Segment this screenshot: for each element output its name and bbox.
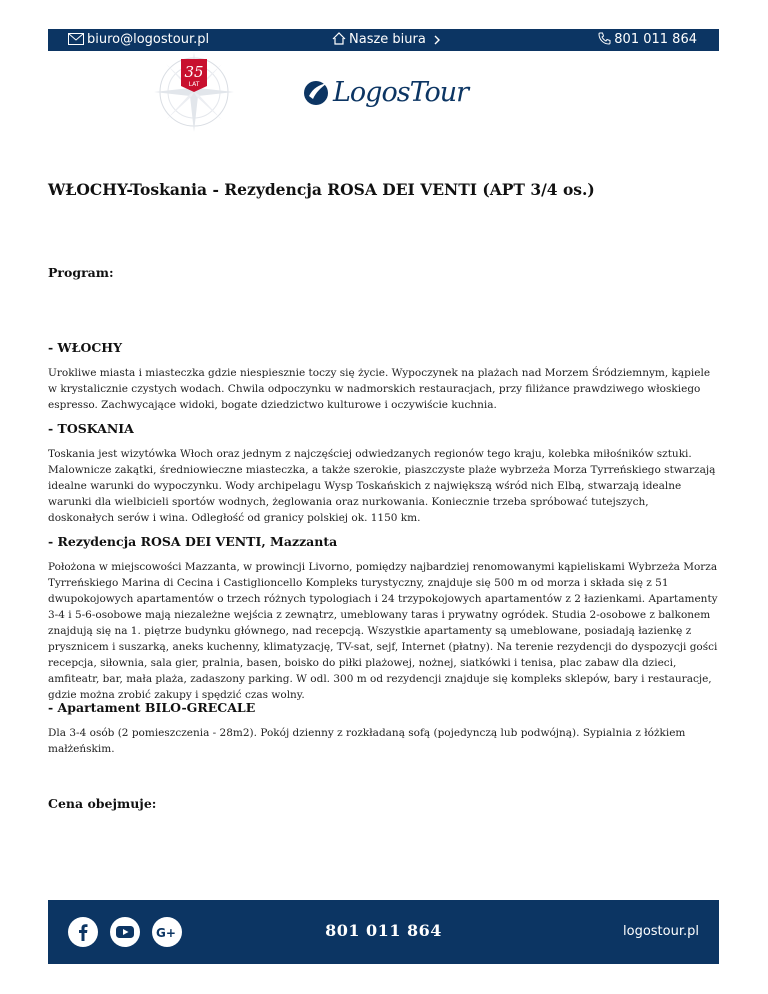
offices-text: Nasze biura (349, 32, 426, 47)
program-heading: Program: (48, 265, 114, 280)
price-includes-heading: Cena obejmuje: (48, 796, 157, 811)
section-title-wlochy: - WŁOCHY (48, 340, 123, 355)
section-text-wlochy: Urokliwe miasta i miasteczka gdzie niespiesznie toczy się życie. Wypoczynek na plażach nad Morzem Śródziemnym, kąpiele w krystalicznie czystych wodach. Chwila odpoczynku w nadmorskich restauracjach, przy filiżance prawdziwego włoskiego espresso. Zachwycające widoki, bogate dziedzictwo kulturowe i oczywiście kuchnia. (48, 367, 711, 411)
offices-link[interactable] (332, 32, 444, 47)
envelope-icon (68, 33, 84, 45)
email-link[interactable] (68, 32, 209, 47)
footer-bar (48, 900, 719, 964)
anniversary-badge (152, 50, 236, 134)
logo-text: LogosTour (333, 77, 469, 108)
footer-website-link[interactable]: logostour.pl (623, 924, 699, 939)
svg-text:G+: G+ (156, 926, 176, 940)
email-text: biuro@logostour.pl (87, 32, 210, 47)
section-text-toskania: Toskania jest wizytówka Włoch oraz jednym z najczęściej odwiedzanych regionów tego kraju, kolebka miłośników sztuki. Malownicze zakątki, średniowieczne miasteczka, a także szerokie, piaszczyste plaże wybrzeża Morza Tyrreńskiego stwarzają idealne warunki do wypoczynku. Wody archipelagu Wysp Toskańskich z największą wśród nich Elbą, stwarzają idealne warunki dla wielbicieli sportów wodnych, żeglowania oraz nurkowania. Koniecznie trzeba spróbować tutejszych, doskonałych serów i wina. Odległość od granicy polskiej ok. 1150 km. (48, 448, 716, 524)
section-title-toskania: - TOSKANIA (48, 421, 134, 436)
chevron-right-icon (433, 35, 441, 45)
phone-text: 801 011 864 (614, 32, 697, 47)
section-text-apartament: Dla 3-4 osób (2 pomieszczenia - 28m2). Pokój dzienny z rozkładaną sofą (pojedynczą lub podwójną). Sypialnia z łóżkiem małżeńskim. (48, 727, 686, 755)
footer-phone[interactable]: 801 011 864 (325, 921, 442, 940)
top-contact-bar (48, 29, 719, 51)
section-title-rezydencja: - Rezydencja ROSA DEI VENTI, Mazzanta (48, 534, 338, 549)
badge-label: LAT (188, 81, 200, 88)
section-title-apartament: - Apartament BILO-GRECALE (48, 700, 256, 715)
compass-rose-icon (152, 50, 236, 134)
phone-icon (598, 32, 611, 45)
phone-link[interactable] (598, 32, 697, 47)
section-text-rezydencja: Położona w miejscowości Mazzanta, w prowincji Livorno, pomiędzy najbardziej renomowanymi kąpieliskami Wybrzeża Morza Tyrreńskiego Marina di Cecina i Castiglioncello Kompleks turystyczny, znajduje się 500 m od morza i składa się z 51 dwupokojowych apartamentów o trzech różnych typologiach i 24 trzypokojowych apartamentów z 2 łazienkami. Apartamenty 3-4 i 5-6-osobowe mają niezależne wejścia z zewnątrz, umeblowany taras i prywatny ogródek. Studia 2-osobowe z balkonem znajdują się na 1. piętrze budynku głównego, nad recepcją. Wszystkie apartamenty są umeblowane, posiadają łazienkę z prysznicem i suszarką, aneks kuchenny, klimatyzację, TV-sat, sejf, Internet (płatny). Na terenie rezydencji do dyspozycji gości recepcja, siłownia, sala gier, pralnia, basen, boisko do piłki plażowej, nożnej, siatkówki i tenisa, plac zabaw dla dzieci, amfiteatr, bar, mała plaża, zadaszony parking. W odl. 300 m od rezydencji znajduje się kompleks sklepów, bary i restauracje, gdzie można zrobić zakupy i spędzić czas wolny. (48, 561, 718, 701)
page-title: WŁOCHY-Toskania - Rezydencja ROSA DEI VENTI (APT 3/4 os.) (48, 180, 595, 199)
home-icon (332, 32, 346, 45)
badge-number: 35 (184, 63, 204, 81)
logo-globe-icon (303, 77, 331, 109)
